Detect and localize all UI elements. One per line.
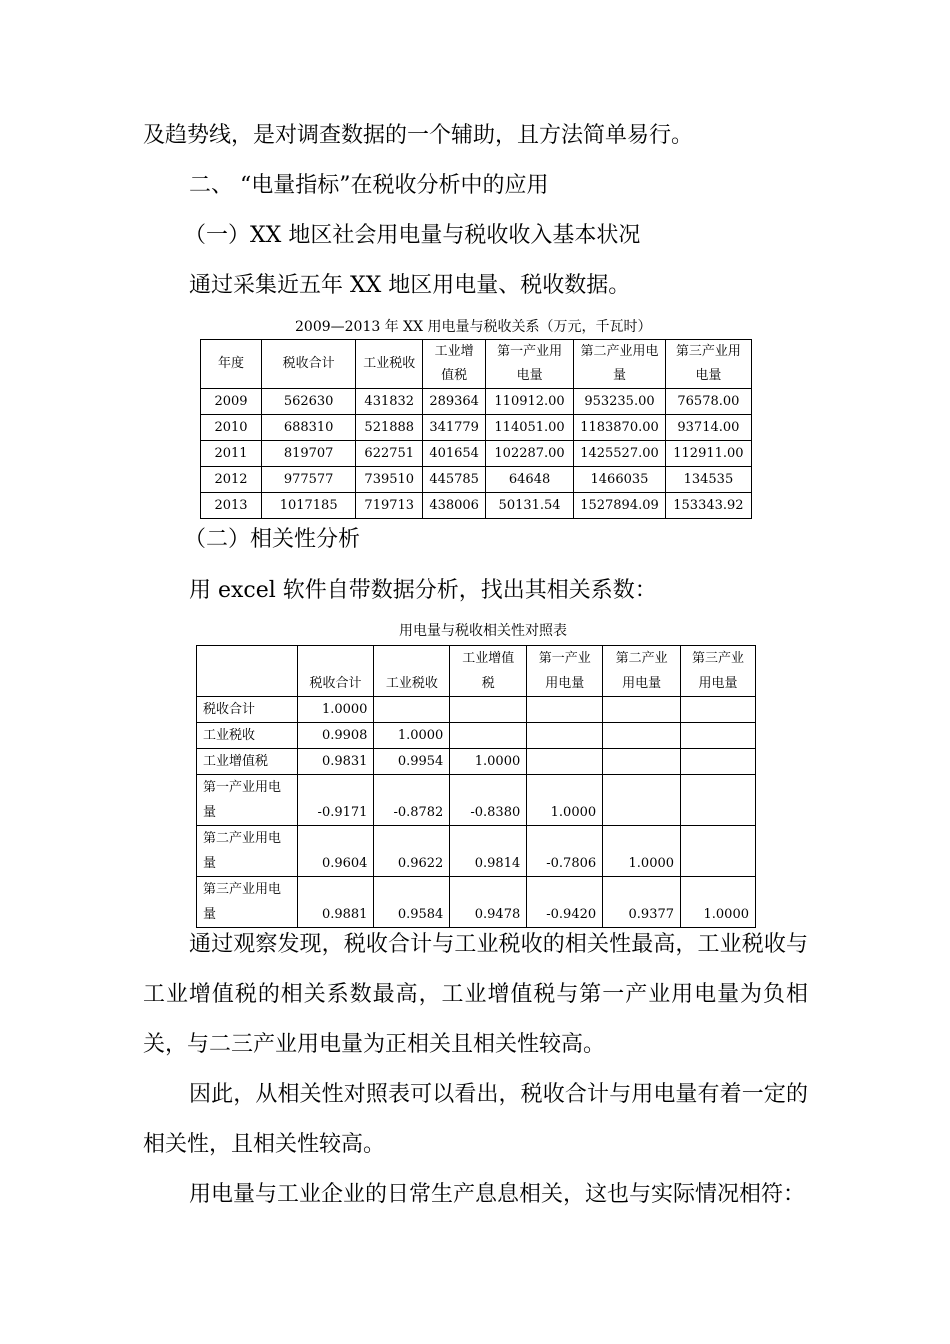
table-row (201, 441, 752, 467)
table-cell: 289364 (423, 389, 486, 415)
table-cell: 2010 (201, 415, 262, 441)
table-cell: 1527894.09 (574, 493, 666, 519)
table-cell: 445785 (423, 467, 486, 493)
row-label: 第三产业用电量 (197, 877, 298, 928)
table-cell: 0.9622 (374, 826, 450, 877)
table-cell: 819707 (262, 441, 356, 467)
table-cell: 112911.00 (665, 441, 751, 467)
table-cell (603, 775, 681, 826)
table-cell: -0.7806 (527, 826, 603, 877)
table-cell: 739510 (356, 467, 423, 493)
table2-header-industrial-tax: 工业税收 (374, 646, 450, 697)
body-paragraph-2: 因此，从相关性对照表可以看出，税收合计与用电量有着一定的相关性，且相关性较高。 (143, 1082, 808, 1157)
table-cell: 2012 (201, 467, 262, 493)
subsection-heading-2: （二）相关性分析 (184, 527, 361, 552)
table-cell: 953235.00 (574, 389, 666, 415)
table-cell: 1.0000 (603, 826, 681, 877)
table-cell: 521888 (356, 415, 423, 441)
table-row (197, 775, 756, 826)
table2-header-tertiary-power: 第三产业用电量 (681, 646, 756, 697)
table-cell: 0.9478 (450, 877, 527, 928)
table-cell: 153343.92 (665, 493, 751, 519)
table1-header-industrial-vat: 工业增值税 (423, 340, 486, 389)
body-paragraph-1: 通过观察发现，税收合计与工业税收的相关性最高，工业税收与工业增值税的相关系数最高，工业增值税与第一产业用电量为负相关，与二三产业用电量为正相关且相关性较高。 (143, 932, 808, 1057)
table1-header-industrial-tax: 工业税收 (356, 340, 423, 389)
table-cell (603, 697, 681, 723)
table2-header-corner (197, 646, 298, 697)
table-cell: 562630 (262, 389, 356, 415)
table-cell: 1.0000 (450, 749, 527, 775)
table-cell: 64648 (486, 467, 574, 493)
table-row (201, 467, 752, 493)
table-cell: 1.0000 (527, 775, 603, 826)
table1-header-year: 年度 (201, 340, 262, 389)
table2-header-secondary-power: 第二产业用电量 (603, 646, 681, 697)
table-cell: 622751 (356, 441, 423, 467)
table-row (201, 493, 752, 519)
table-cell: 102287.00 (486, 441, 574, 467)
table-cell (681, 749, 756, 775)
table-cell: 1183870.00 (574, 415, 666, 441)
table-cell: 341779 (423, 415, 486, 441)
table-cell: 134535 (665, 467, 751, 493)
intro-text-1: 通过采集近五年 XX 地区用电量、税收数据。 (189, 273, 631, 298)
table-cell (374, 697, 450, 723)
table-cell: 1017185 (262, 493, 356, 519)
table-row (201, 415, 752, 441)
table-row (197, 826, 756, 877)
table-cell: 76578.00 (665, 389, 751, 415)
table-cell (681, 723, 756, 749)
table-cell: 2011 (201, 441, 262, 467)
table-row (197, 697, 756, 723)
table2-header-row (197, 646, 756, 697)
row-label: 税收合计 (197, 697, 298, 723)
row-label: 工业增值税 (197, 749, 298, 775)
table-cell: 0.9908 (297, 723, 374, 749)
table-cell: -0.9171 (297, 775, 374, 826)
row-label: 第一产业用电量 (197, 775, 298, 826)
table-cell: 0.9814 (450, 826, 527, 877)
correlation-table (196, 645, 756, 928)
table-cell: 0.9377 (603, 877, 681, 928)
row-label: 第二产业用电量 (197, 826, 298, 877)
section-heading: 二、 “电量指标”在税收分析中的应用 (189, 173, 549, 198)
table-cell: 1466035 (574, 467, 666, 493)
table-cell: 114051.00 (486, 415, 574, 441)
table-cell: 0.9954 (374, 749, 450, 775)
table-cell: -0.8782 (374, 775, 450, 826)
table-cell: 2009 (201, 389, 262, 415)
table1-header-row (201, 340, 752, 389)
table-cell: 1.0000 (374, 723, 450, 749)
table-cell: 431832 (356, 389, 423, 415)
table-cell (450, 723, 527, 749)
table1-header-secondary-power: 第二产业用电量 (574, 340, 666, 389)
table1-header-tax-total: 税收合计 (262, 340, 356, 389)
table-cell: 2013 (201, 493, 262, 519)
body-paragraph-3: 用电量与工业企业的日常生产息息相关，这也与实际情况相符： (189, 1182, 806, 1207)
table-cell: 93714.00 (665, 415, 751, 441)
intro-text-2: 用 excel 软件自带数据分析，找出其相关系数： (189, 578, 657, 603)
table-cell: 1425527.00 (574, 441, 666, 467)
table2-header-tax-total: 税收合计 (297, 646, 374, 697)
table-cell: -0.9420 (527, 877, 603, 928)
table-cell (681, 697, 756, 723)
table-cell: 0.9831 (297, 749, 374, 775)
table-cell: 1.0000 (297, 697, 374, 723)
table-cell: -0.8380 (450, 775, 527, 826)
table-cell: 977577 (262, 467, 356, 493)
table-cell: 50131.54 (486, 493, 574, 519)
table-row (197, 749, 756, 775)
table-cell (603, 723, 681, 749)
table-cell: 719713 (356, 493, 423, 519)
table1-header-primary-power: 第一产业用电量 (486, 340, 574, 389)
table-row (201, 389, 752, 415)
table-cell: 401654 (423, 441, 486, 467)
subsection-heading-1: （一）XX 地区社会用电量与税收收入基本状况 (184, 223, 641, 248)
electricity-tax-table (200, 339, 752, 519)
table1-caption: 2009—2013 年 XX 用电量与税收关系（万元，千瓦时） (295, 319, 652, 335)
table-cell: 0.9584 (374, 877, 450, 928)
table-cell: 0.9881 (297, 877, 374, 928)
table-cell (527, 697, 603, 723)
table-cell (681, 826, 756, 877)
table-cell: 688310 (262, 415, 356, 441)
table2-header-primary-power: 第一产业用电量 (527, 646, 603, 697)
table-cell: 438006 (423, 493, 486, 519)
table2-caption: 用电量与税收相关性对照表 (399, 623, 567, 639)
table-cell (450, 697, 527, 723)
paragraph-continuation: 及趋势线，是对调查数据的一个辅助，且方法简单易行。 (143, 123, 694, 148)
table-cell (603, 749, 681, 775)
table-cell (527, 723, 603, 749)
row-label: 工业税收 (197, 723, 298, 749)
table1-header-tertiary-power: 第三产业用电量 (665, 340, 751, 389)
table2-header-industrial-vat: 工业增值税 (450, 646, 527, 697)
table-cell: 110912.00 (486, 389, 574, 415)
table-cell (527, 749, 603, 775)
table-row (197, 723, 756, 749)
table-cell (681, 775, 756, 826)
table-cell: 1.0000 (681, 877, 756, 928)
table-cell: 0.9604 (297, 826, 374, 877)
